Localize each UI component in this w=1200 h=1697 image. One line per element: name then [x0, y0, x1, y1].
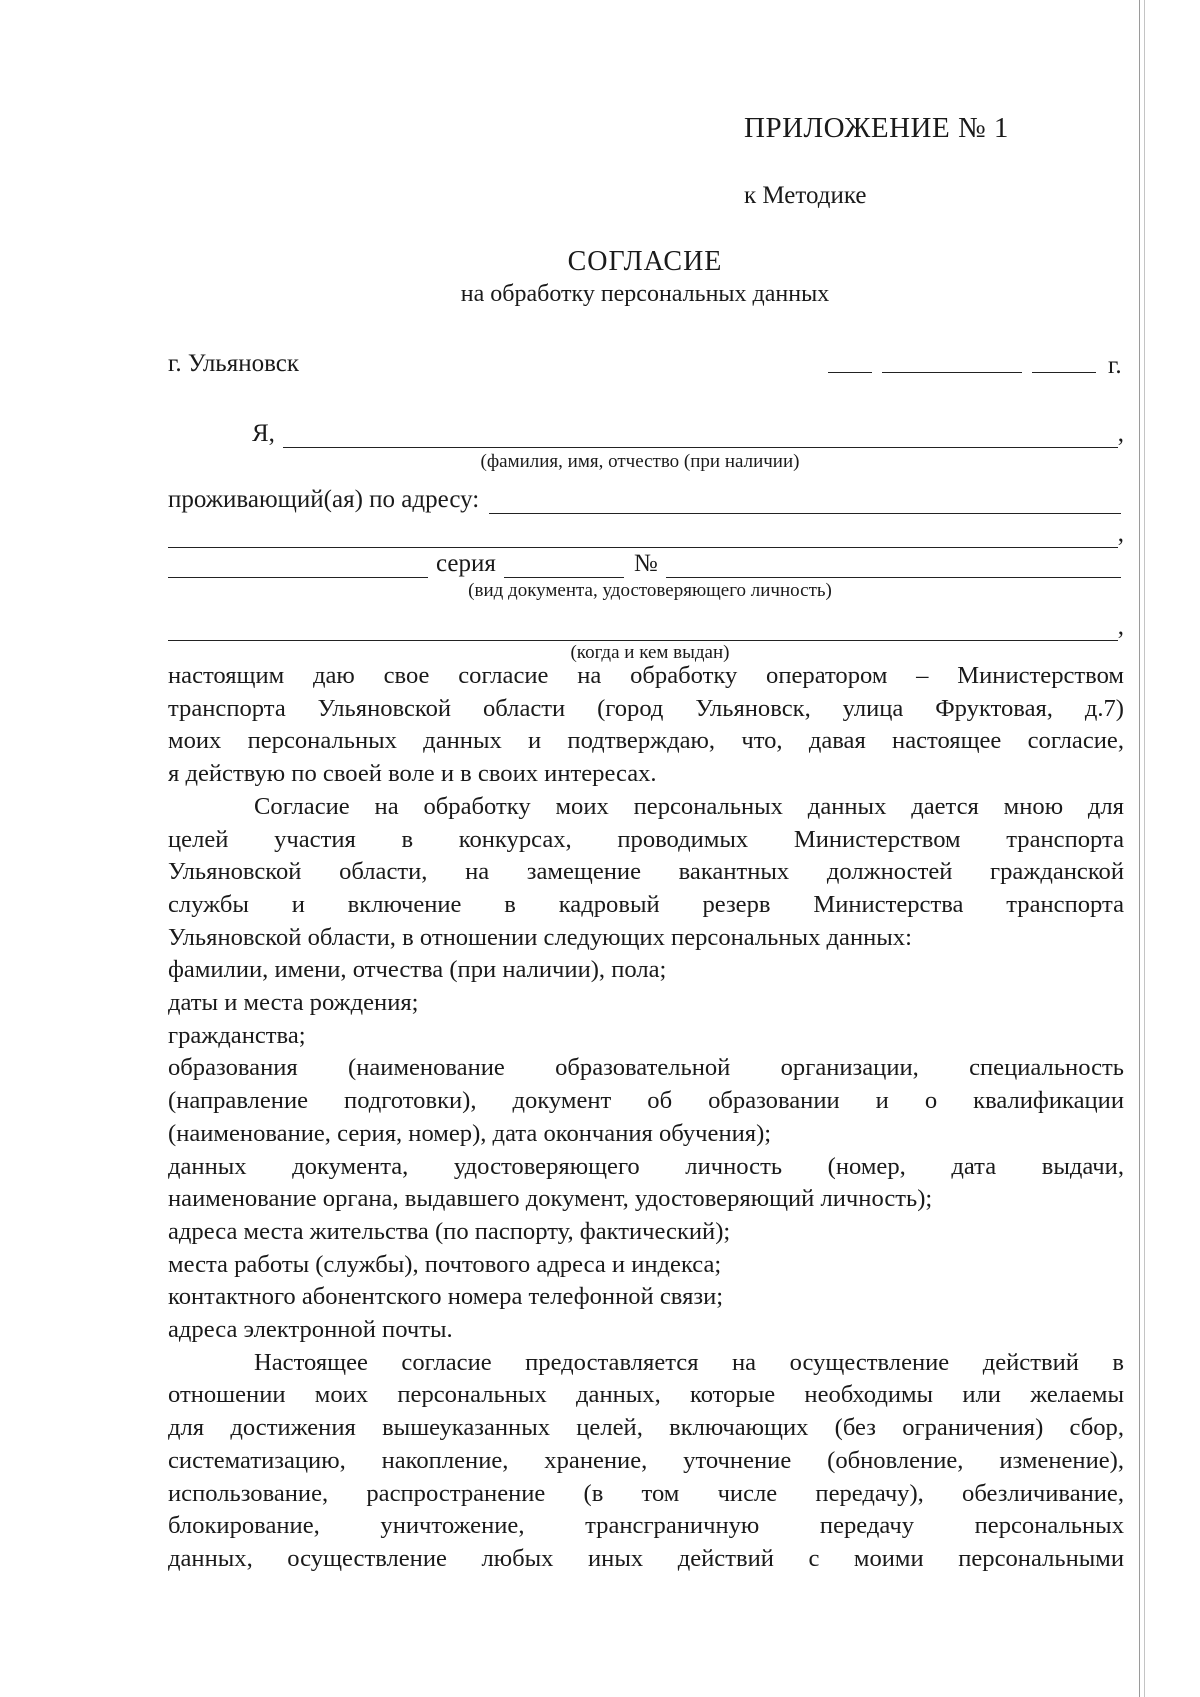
comma: ,	[1117, 613, 1124, 640]
address-row-2	[168, 514, 1124, 548]
document-hint: (вид документа, удостоверяющего личность)	[468, 580, 832, 601]
text-line: Согласие на обработку моих персональных данных дается мною для	[254, 792, 1124, 820]
i-label: Я,	[252, 420, 275, 447]
list-item: контактного абонентского номера телефонной связи;	[168, 1283, 724, 1311]
appendix-reference: к Методике	[744, 182, 867, 209]
text-line: целей участия в конкурсах, проводимых Министерством транспорта	[168, 825, 1124, 853]
series-label: серия	[436, 550, 496, 577]
comma: ,	[1117, 420, 1124, 447]
comma: ,	[1117, 520, 1124, 547]
series-blank[interactable]	[504, 555, 624, 578]
year-blank[interactable]	[1032, 352, 1096, 373]
text-line: я действую по своей воле и в своих интересах.	[168, 760, 657, 788]
text-line: систематизацию, накопление, хранение, уточнение (обновление, изменение),	[168, 1446, 1124, 1474]
day-blank[interactable]	[828, 352, 872, 373]
text-line: для достижения вышеуказанных целей, включающих (без ограничения) сбор,	[168, 1414, 1124, 1442]
text-line: Ульяновской области, в отношении следующих персональных данных:	[168, 923, 912, 951]
name-hint: (фамилия, имя, отчество (при наличии)	[480, 451, 800, 472]
document-title: СОГЛАСИЕ	[567, 246, 723, 277]
consent-body	[168, 660, 1124, 1576]
number-label: №	[633, 550, 658, 577]
text-line: использование, распространение (в том числе передачу), обезличивание,	[168, 1479, 1124, 1507]
text-line: службы и включение в кадровый резерв Министерства транспорта	[168, 890, 1124, 918]
year-suffix: г.	[1108, 352, 1122, 379]
list-item: адреса места жительства (по паспорту, фактический);	[168, 1217, 731, 1245]
issued-hint: (когда и кем выдан)	[570, 642, 730, 663]
number-blank[interactable]	[666, 555, 1121, 578]
text-line: Настоящее согласие предоставляется на осуществление действий в	[254, 1348, 1124, 1376]
address-blank[interactable]	[489, 491, 1121, 514]
text-line: (наименование, серия, номер), дата окончания обучения);	[168, 1119, 772, 1147]
text-line: Ульяновской области, на замещение вакантных должностей гражданской	[168, 858, 1124, 886]
list-item: адреса электронной почты.	[168, 1316, 453, 1344]
address-row	[168, 480, 1121, 514]
date-field[interactable]	[828, 352, 1122, 380]
issued-blank[interactable]	[168, 618, 1118, 641]
issued-row	[168, 607, 1124, 641]
text-line: наименование органа, выдавшего документ, удостоверяющий личность);	[168, 1185, 933, 1213]
name-row	[252, 414, 1124, 448]
document-type-blank[interactable]	[168, 555, 428, 578]
city: г. Ульяновск	[168, 350, 299, 377]
text-line: моих персональных данных и подтверждаю, что, давая настоящее согласие,	[168, 727, 1124, 755]
address-label: проживающий(ая) по адресу:	[168, 486, 480, 513]
document-row	[168, 544, 1121, 578]
full-name-blank[interactable]	[283, 425, 1118, 448]
text-line: блокирование, уничтожение, трансграничную передачу персональных	[168, 1512, 1124, 1540]
month-blank[interactable]	[882, 352, 1022, 373]
list-item: гражданства;	[168, 1021, 306, 1049]
text-line: образования (наименование образовательной организации, специальность	[168, 1054, 1124, 1082]
text-line: (направление подготовки), документ об образовании и о квалификации	[168, 1087, 1124, 1115]
text-line: данных документа, удостоверяющего личность (номер, дата выдачи,	[168, 1152, 1124, 1180]
list-item: даты и места рождения;	[168, 989, 419, 1017]
text-line: настоящим даю свое согласие на обработку оператором – Министерством	[168, 662, 1124, 689]
text-line: транспорта Ульяновской области (город Ульяновск, улица Фруктовая, д.7)	[168, 694, 1124, 722]
list-item: места работы (службы), почтового адреса и индекса;	[168, 1250, 722, 1278]
text-line: данных, осуществление любых иных действий с моими персональными	[168, 1544, 1124, 1572]
text-line: отношении моих персональных данных, которые необходимы или желаемы	[168, 1381, 1124, 1409]
document-subtitle: на обработку персональных данных	[460, 281, 830, 307]
list-item: фамилии, имени, отчества (при наличии), пола;	[168, 956, 667, 984]
appendix-number: ПРИЛОЖЕНИЕ № 1	[744, 112, 1009, 144]
